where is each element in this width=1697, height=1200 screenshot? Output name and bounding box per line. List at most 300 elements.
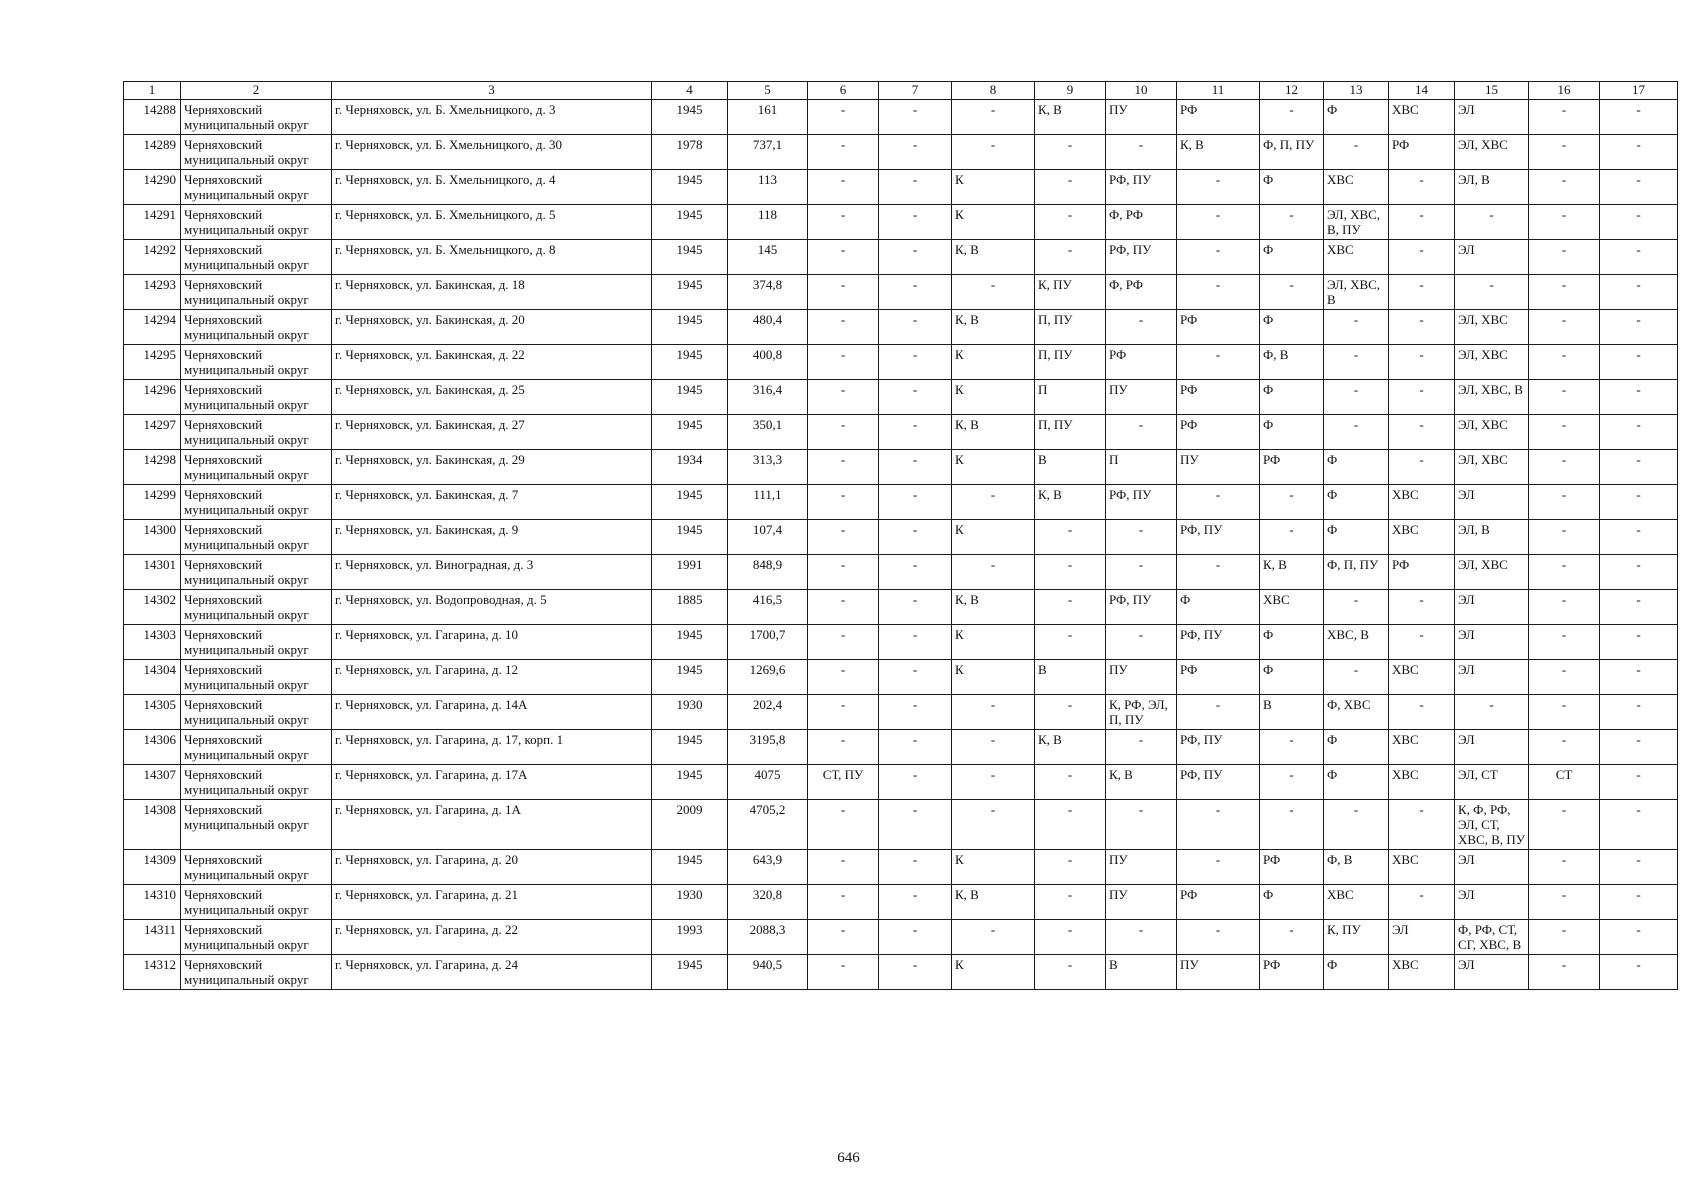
- cell-col-16: -: [1529, 850, 1600, 885]
- column-number-row: [124, 82, 1678, 100]
- cell-col-4: 1945: [652, 485, 728, 520]
- column-number-5: 5: [728, 82, 808, 100]
- cell-col-15: ЭЛ, ХВС: [1455, 135, 1529, 170]
- cell-col-13: ЭЛ, ХВС, В, ПУ: [1324, 205, 1389, 240]
- cell-col-12: Ф, В: [1260, 345, 1324, 380]
- register-table: [123, 81, 1678, 990]
- cell-col-15: ЭЛ, В: [1455, 170, 1529, 205]
- cell-col-15: ЭЛ: [1455, 590, 1529, 625]
- cell-col-8: -: [952, 800, 1035, 850]
- cell-col-13: Ф: [1324, 520, 1389, 555]
- cell-col-13: ХВС: [1324, 170, 1389, 205]
- cell-col-9: П, ПУ: [1035, 415, 1106, 450]
- cell-col-16: -: [1529, 380, 1600, 415]
- cell-col-6: -: [808, 310, 879, 345]
- cell-col-11: РФ: [1177, 310, 1260, 345]
- cell-col-14: ХВС: [1389, 730, 1455, 765]
- column-number-16: 16: [1529, 82, 1600, 100]
- cell-col-8: К: [952, 850, 1035, 885]
- cell-col-17: -: [1600, 205, 1678, 240]
- cell-col-4: 2009: [652, 800, 728, 850]
- cell-col-6: -: [808, 100, 879, 135]
- cell-col-13: Ф, П, ПУ: [1324, 555, 1389, 590]
- cell-col-2: Черняховский муниципальный округ: [181, 345, 332, 380]
- cell-col-4: 1930: [652, 885, 728, 920]
- table-row: [124, 310, 1678, 345]
- cell-col-12: Ф: [1260, 380, 1324, 415]
- cell-col-10: К, В: [1106, 765, 1177, 800]
- cell-col-1: 14293: [124, 275, 181, 310]
- cell-col-14: -: [1389, 625, 1455, 660]
- cell-col-15: Ф, РФ, СТ, СГ, ХВС, В: [1455, 920, 1529, 955]
- cell-col-9: К, В: [1035, 730, 1106, 765]
- cell-col-9: -: [1035, 205, 1106, 240]
- cell-col-17: -: [1600, 485, 1678, 520]
- table-row: [124, 135, 1678, 170]
- cell-col-16: -: [1529, 520, 1600, 555]
- cell-col-5: 4075: [728, 765, 808, 800]
- cell-col-14: -: [1389, 415, 1455, 450]
- page-number: 646: [837, 1150, 860, 1166]
- cell-col-8: К: [952, 205, 1035, 240]
- cell-col-2: Черняховский муниципальный округ: [181, 555, 332, 590]
- cell-col-10: РФ: [1106, 345, 1177, 380]
- cell-col-7: -: [879, 170, 952, 205]
- cell-col-12: -: [1260, 730, 1324, 765]
- cell-col-10: Ф, РФ: [1106, 205, 1177, 240]
- cell-col-11: РФ: [1177, 100, 1260, 135]
- cell-col-14: -: [1389, 380, 1455, 415]
- cell-col-13: Ф: [1324, 485, 1389, 520]
- cell-col-5: 113: [728, 170, 808, 205]
- cell-col-16: -: [1529, 240, 1600, 275]
- cell-col-8: -: [952, 275, 1035, 310]
- cell-col-7: -: [879, 800, 952, 850]
- register-table-container: [123, 81, 1678, 990]
- cell-col-12: ХВС: [1260, 590, 1324, 625]
- cell-col-7: -: [879, 920, 952, 955]
- cell-col-3: г. Черняховск, ул. Б. Хмельницкого, д. 8: [332, 240, 652, 275]
- cell-col-12: -: [1260, 920, 1324, 955]
- cell-col-14: -: [1389, 240, 1455, 275]
- cell-col-10: В: [1106, 955, 1177, 990]
- cell-col-3: г. Черняховск, ул. Бакинская, д. 27: [332, 415, 652, 450]
- table-row: [124, 695, 1678, 730]
- cell-col-16: -: [1529, 660, 1600, 695]
- cell-col-8: К: [952, 520, 1035, 555]
- cell-col-2: Черняховский муниципальный округ: [181, 625, 332, 660]
- cell-col-9: -: [1035, 695, 1106, 730]
- cell-col-7: -: [879, 660, 952, 695]
- cell-col-2: Черняховский муниципальный округ: [181, 850, 332, 885]
- cell-col-10: -: [1106, 800, 1177, 850]
- cell-col-3: г. Черняховск, ул. Гагарина, д. 17А: [332, 765, 652, 800]
- cell-col-12: Ф: [1260, 310, 1324, 345]
- table-row: [124, 765, 1678, 800]
- cell-col-7: -: [879, 695, 952, 730]
- cell-col-6: -: [808, 345, 879, 380]
- cell-col-5: 107,4: [728, 520, 808, 555]
- cell-col-12: Ф: [1260, 415, 1324, 450]
- cell-col-8: К: [952, 450, 1035, 485]
- cell-col-3: г. Черняховск, ул. Водопроводная, д. 5: [332, 590, 652, 625]
- cell-col-13: -: [1324, 660, 1389, 695]
- cell-col-1: 14291: [124, 205, 181, 240]
- table-row: [124, 275, 1678, 310]
- cell-col-12: -: [1260, 275, 1324, 310]
- cell-col-9: -: [1035, 850, 1106, 885]
- cell-col-12: -: [1260, 520, 1324, 555]
- cell-col-8: К, В: [952, 415, 1035, 450]
- column-number-15: 15: [1455, 82, 1529, 100]
- cell-col-17: -: [1600, 800, 1678, 850]
- cell-col-4: 1885: [652, 590, 728, 625]
- cell-col-17: -: [1600, 730, 1678, 765]
- cell-col-11: -: [1177, 170, 1260, 205]
- cell-col-12: -: [1260, 485, 1324, 520]
- cell-col-7: -: [879, 135, 952, 170]
- cell-col-17: -: [1600, 765, 1678, 800]
- cell-col-9: -: [1035, 590, 1106, 625]
- table-row: [124, 520, 1678, 555]
- cell-col-14: ЭЛ: [1389, 920, 1455, 955]
- cell-col-15: К, Ф, РФ, ЭЛ, СТ, ХВС, В, ПУ: [1455, 800, 1529, 850]
- cell-col-17: -: [1600, 625, 1678, 660]
- cell-col-9: К, ПУ: [1035, 275, 1106, 310]
- cell-col-2: Черняховский муниципальный округ: [181, 800, 332, 850]
- cell-col-2: Черняховский муниципальный округ: [181, 100, 332, 135]
- column-number-10: 10: [1106, 82, 1177, 100]
- cell-col-17: -: [1600, 955, 1678, 990]
- cell-col-11: -: [1177, 920, 1260, 955]
- cell-col-2: Черняховский муниципальный округ: [181, 275, 332, 310]
- cell-col-1: 14301: [124, 555, 181, 590]
- cell-col-13: -: [1324, 380, 1389, 415]
- cell-col-8: К, В: [952, 885, 1035, 920]
- column-number-6: 6: [808, 82, 879, 100]
- cell-col-16: -: [1529, 625, 1600, 660]
- cell-col-3: г. Черняховск, ул. Б. Хмельницкого, д. 4: [332, 170, 652, 205]
- cell-col-11: РФ: [1177, 415, 1260, 450]
- cell-col-12: В: [1260, 695, 1324, 730]
- cell-col-6: -: [808, 485, 879, 520]
- cell-col-5: 400,8: [728, 345, 808, 380]
- cell-col-8: К, В: [952, 590, 1035, 625]
- cell-col-13: -: [1324, 135, 1389, 170]
- cell-col-5: 416,5: [728, 590, 808, 625]
- cell-col-10: РФ, ПУ: [1106, 240, 1177, 275]
- cell-col-14: -: [1389, 800, 1455, 850]
- cell-col-7: -: [879, 885, 952, 920]
- cell-col-16: -: [1529, 450, 1600, 485]
- cell-col-13: -: [1324, 590, 1389, 625]
- cell-col-1: 14299: [124, 485, 181, 520]
- cell-col-4: 1945: [652, 625, 728, 660]
- cell-col-17: -: [1600, 275, 1678, 310]
- cell-col-1: 14312: [124, 955, 181, 990]
- cell-col-13: ХВС, В: [1324, 625, 1389, 660]
- cell-col-5: 643,9: [728, 850, 808, 885]
- cell-col-10: -: [1106, 135, 1177, 170]
- cell-col-1: 14303: [124, 625, 181, 660]
- cell-col-6: -: [808, 170, 879, 205]
- cell-col-1: 14290: [124, 170, 181, 205]
- cell-col-8: -: [952, 695, 1035, 730]
- table-row: [124, 345, 1678, 380]
- cell-col-17: -: [1600, 520, 1678, 555]
- cell-col-10: ПУ: [1106, 380, 1177, 415]
- table-body: [124, 100, 1678, 990]
- cell-col-1: 14310: [124, 885, 181, 920]
- cell-col-3: г. Черняховск, ул. Бакинская, д. 20: [332, 310, 652, 345]
- cell-col-1: 14309: [124, 850, 181, 885]
- table-row: [124, 730, 1678, 765]
- cell-col-16: -: [1529, 485, 1600, 520]
- cell-col-16: -: [1529, 100, 1600, 135]
- cell-col-10: ПУ: [1106, 885, 1177, 920]
- cell-col-2: Черняховский муниципальный округ: [181, 450, 332, 485]
- cell-col-10: -: [1106, 920, 1177, 955]
- cell-col-8: -: [952, 100, 1035, 135]
- cell-col-15: ЭЛ: [1455, 625, 1529, 660]
- cell-col-6: -: [808, 695, 879, 730]
- cell-col-16: -: [1529, 310, 1600, 345]
- table-row: [124, 485, 1678, 520]
- cell-col-8: -: [952, 730, 1035, 765]
- cell-col-16: -: [1529, 955, 1600, 990]
- cell-col-8: К: [952, 660, 1035, 695]
- cell-col-9: П: [1035, 380, 1106, 415]
- cell-col-9: -: [1035, 520, 1106, 555]
- cell-col-8: К, В: [952, 240, 1035, 275]
- cell-col-2: Черняховский муниципальный округ: [181, 695, 332, 730]
- cell-col-2: Черняховский муниципальный округ: [181, 920, 332, 955]
- cell-col-12: Ф: [1260, 660, 1324, 695]
- cell-col-16: -: [1529, 695, 1600, 730]
- cell-col-1: 14300: [124, 520, 181, 555]
- cell-col-17: -: [1600, 170, 1678, 205]
- cell-col-6: -: [808, 660, 879, 695]
- column-number-9: 9: [1035, 82, 1106, 100]
- cell-col-9: -: [1035, 955, 1106, 990]
- cell-col-2: Черняховский муниципальный округ: [181, 885, 332, 920]
- cell-col-11: РФ, ПУ: [1177, 730, 1260, 765]
- cell-col-11: -: [1177, 240, 1260, 275]
- column-number-11: 11: [1177, 82, 1260, 100]
- cell-col-5: 848,9: [728, 555, 808, 590]
- cell-col-11: -: [1177, 850, 1260, 885]
- cell-col-15: ЭЛ, ХВС, В: [1455, 380, 1529, 415]
- cell-col-3: г. Черняховск, ул. Гагарина, д. 22: [332, 920, 652, 955]
- cell-col-6: -: [808, 275, 879, 310]
- cell-col-10: ПУ: [1106, 850, 1177, 885]
- cell-col-13: Ф: [1324, 450, 1389, 485]
- cell-col-4: 1930: [652, 695, 728, 730]
- cell-col-11: К, В: [1177, 135, 1260, 170]
- cell-col-4: 1945: [652, 660, 728, 695]
- cell-col-15: -: [1455, 275, 1529, 310]
- cell-col-7: -: [879, 765, 952, 800]
- column-number-8: 8: [952, 82, 1035, 100]
- cell-col-16: -: [1529, 885, 1600, 920]
- cell-col-7: -: [879, 450, 952, 485]
- cell-col-17: -: [1600, 100, 1678, 135]
- cell-col-15: ЭЛ, ХВС: [1455, 310, 1529, 345]
- cell-col-1: 14305: [124, 695, 181, 730]
- cell-col-7: -: [879, 485, 952, 520]
- cell-col-4: 1945: [652, 205, 728, 240]
- cell-col-17: -: [1600, 380, 1678, 415]
- cell-col-5: 111,1: [728, 485, 808, 520]
- cell-col-6: -: [808, 885, 879, 920]
- cell-col-1: 14304: [124, 660, 181, 695]
- cell-col-7: -: [879, 380, 952, 415]
- cell-col-4: 1991: [652, 555, 728, 590]
- cell-col-3: г. Черняховск, ул. Бакинская, д. 29: [332, 450, 652, 485]
- cell-col-8: -: [952, 920, 1035, 955]
- cell-col-15: ЭЛ, ХВС: [1455, 555, 1529, 590]
- cell-col-2: Черняховский муниципальный округ: [181, 310, 332, 345]
- cell-col-5: 1269,6: [728, 660, 808, 695]
- cell-col-4: 1945: [652, 240, 728, 275]
- cell-col-8: -: [952, 485, 1035, 520]
- cell-col-14: -: [1389, 205, 1455, 240]
- cell-col-15: -: [1455, 695, 1529, 730]
- cell-col-14: -: [1389, 590, 1455, 625]
- cell-col-5: 161: [728, 100, 808, 135]
- table-row: [124, 170, 1678, 205]
- cell-col-6: -: [808, 800, 879, 850]
- cell-col-7: -: [879, 555, 952, 590]
- cell-col-3: г. Черняховск, ул. Гагарина, д. 14А: [332, 695, 652, 730]
- cell-col-14: ХВС: [1389, 485, 1455, 520]
- cell-col-7: -: [879, 310, 952, 345]
- cell-col-3: г. Черняховск, ул. Гагарина, д. 1А: [332, 800, 652, 850]
- cell-col-5: 737,1: [728, 135, 808, 170]
- cell-col-12: РФ: [1260, 450, 1324, 485]
- cell-col-10: ПУ: [1106, 100, 1177, 135]
- cell-col-3: г. Черняховск, ул. Гагарина, д. 24: [332, 955, 652, 990]
- cell-col-7: -: [879, 730, 952, 765]
- cell-col-2: Черняховский муниципальный округ: [181, 240, 332, 275]
- cell-col-8: К: [952, 955, 1035, 990]
- cell-col-4: 1945: [652, 955, 728, 990]
- cell-col-6: -: [808, 520, 879, 555]
- cell-col-15: ЭЛ: [1455, 955, 1529, 990]
- cell-col-11: РФ, ПУ: [1177, 625, 1260, 660]
- cell-col-14: ХВС: [1389, 850, 1455, 885]
- cell-col-9: П, ПУ: [1035, 310, 1106, 345]
- cell-col-1: 14296: [124, 380, 181, 415]
- cell-col-5: 374,8: [728, 275, 808, 310]
- cell-col-1: 14308: [124, 800, 181, 850]
- cell-col-5: 350,1: [728, 415, 808, 450]
- cell-col-4: 1945: [652, 275, 728, 310]
- cell-col-14: -: [1389, 450, 1455, 485]
- cell-col-10: РФ, ПУ: [1106, 590, 1177, 625]
- cell-col-10: -: [1106, 520, 1177, 555]
- cell-col-9: -: [1035, 920, 1106, 955]
- table-row: [124, 240, 1678, 275]
- cell-col-6: -: [808, 450, 879, 485]
- cell-col-2: Черняховский муниципальный округ: [181, 730, 332, 765]
- cell-col-15: ЭЛ, В: [1455, 520, 1529, 555]
- cell-col-9: В: [1035, 660, 1106, 695]
- cell-col-10: -: [1106, 555, 1177, 590]
- cell-col-12: Ф: [1260, 240, 1324, 275]
- cell-col-6: -: [808, 955, 879, 990]
- cell-col-11: ПУ: [1177, 450, 1260, 485]
- cell-col-10: -: [1106, 625, 1177, 660]
- cell-col-11: -: [1177, 345, 1260, 380]
- cell-col-2: Черняховский муниципальный округ: [181, 205, 332, 240]
- cell-col-4: 1945: [652, 850, 728, 885]
- cell-col-13: Ф: [1324, 955, 1389, 990]
- cell-col-16: -: [1529, 345, 1600, 380]
- cell-col-3: г. Черняховск, ул. Виноградная, д. 3: [332, 555, 652, 590]
- table-row: [124, 415, 1678, 450]
- cell-col-15: ЭЛ: [1455, 730, 1529, 765]
- cell-col-2: Черняховский муниципальный округ: [181, 520, 332, 555]
- cell-col-17: -: [1600, 920, 1678, 955]
- cell-col-9: -: [1035, 555, 1106, 590]
- cell-col-15: -: [1455, 205, 1529, 240]
- cell-col-9: -: [1035, 765, 1106, 800]
- cell-col-4: 1945: [652, 765, 728, 800]
- cell-col-14: РФ: [1389, 135, 1455, 170]
- cell-col-17: -: [1600, 310, 1678, 345]
- cell-col-17: -: [1600, 885, 1678, 920]
- cell-col-17: -: [1600, 345, 1678, 380]
- cell-col-12: -: [1260, 100, 1324, 135]
- cell-col-2: Черняховский муниципальный округ: [181, 590, 332, 625]
- cell-col-6: -: [808, 850, 879, 885]
- cell-col-5: 320,8: [728, 885, 808, 920]
- cell-col-8: К: [952, 625, 1035, 660]
- table-row: [124, 850, 1678, 885]
- cell-col-10: ПУ: [1106, 660, 1177, 695]
- cell-col-5: 3195,8: [728, 730, 808, 765]
- cell-col-9: -: [1035, 135, 1106, 170]
- cell-col-9: -: [1035, 625, 1106, 660]
- cell-col-14: ХВС: [1389, 100, 1455, 135]
- cell-col-13: -: [1324, 310, 1389, 345]
- cell-col-11: -: [1177, 800, 1260, 850]
- cell-col-3: г. Черняховск, ул. Б. Хмельницкого, д. 5: [332, 205, 652, 240]
- cell-col-6: -: [808, 380, 879, 415]
- cell-col-7: -: [879, 590, 952, 625]
- cell-col-13: ХВС: [1324, 240, 1389, 275]
- cell-col-17: -: [1600, 415, 1678, 450]
- cell-col-1: 14306: [124, 730, 181, 765]
- cell-col-8: -: [952, 555, 1035, 590]
- cell-col-10: К, РФ, ЭЛ, П, ПУ: [1106, 695, 1177, 730]
- cell-col-13: Ф: [1324, 100, 1389, 135]
- cell-col-5: 316,4: [728, 380, 808, 415]
- cell-col-10: РФ, ПУ: [1106, 485, 1177, 520]
- table-row: [124, 205, 1678, 240]
- cell-col-7: -: [879, 850, 952, 885]
- cell-col-7: -: [879, 100, 952, 135]
- cell-col-7: -: [879, 415, 952, 450]
- cell-col-6: -: [808, 625, 879, 660]
- cell-col-6: СТ, ПУ: [808, 765, 879, 800]
- table-row: [124, 590, 1678, 625]
- cell-col-5: 2088,3: [728, 920, 808, 955]
- table-row: [124, 450, 1678, 485]
- cell-col-4: 1945: [652, 415, 728, 450]
- column-number-2: 2: [181, 82, 332, 100]
